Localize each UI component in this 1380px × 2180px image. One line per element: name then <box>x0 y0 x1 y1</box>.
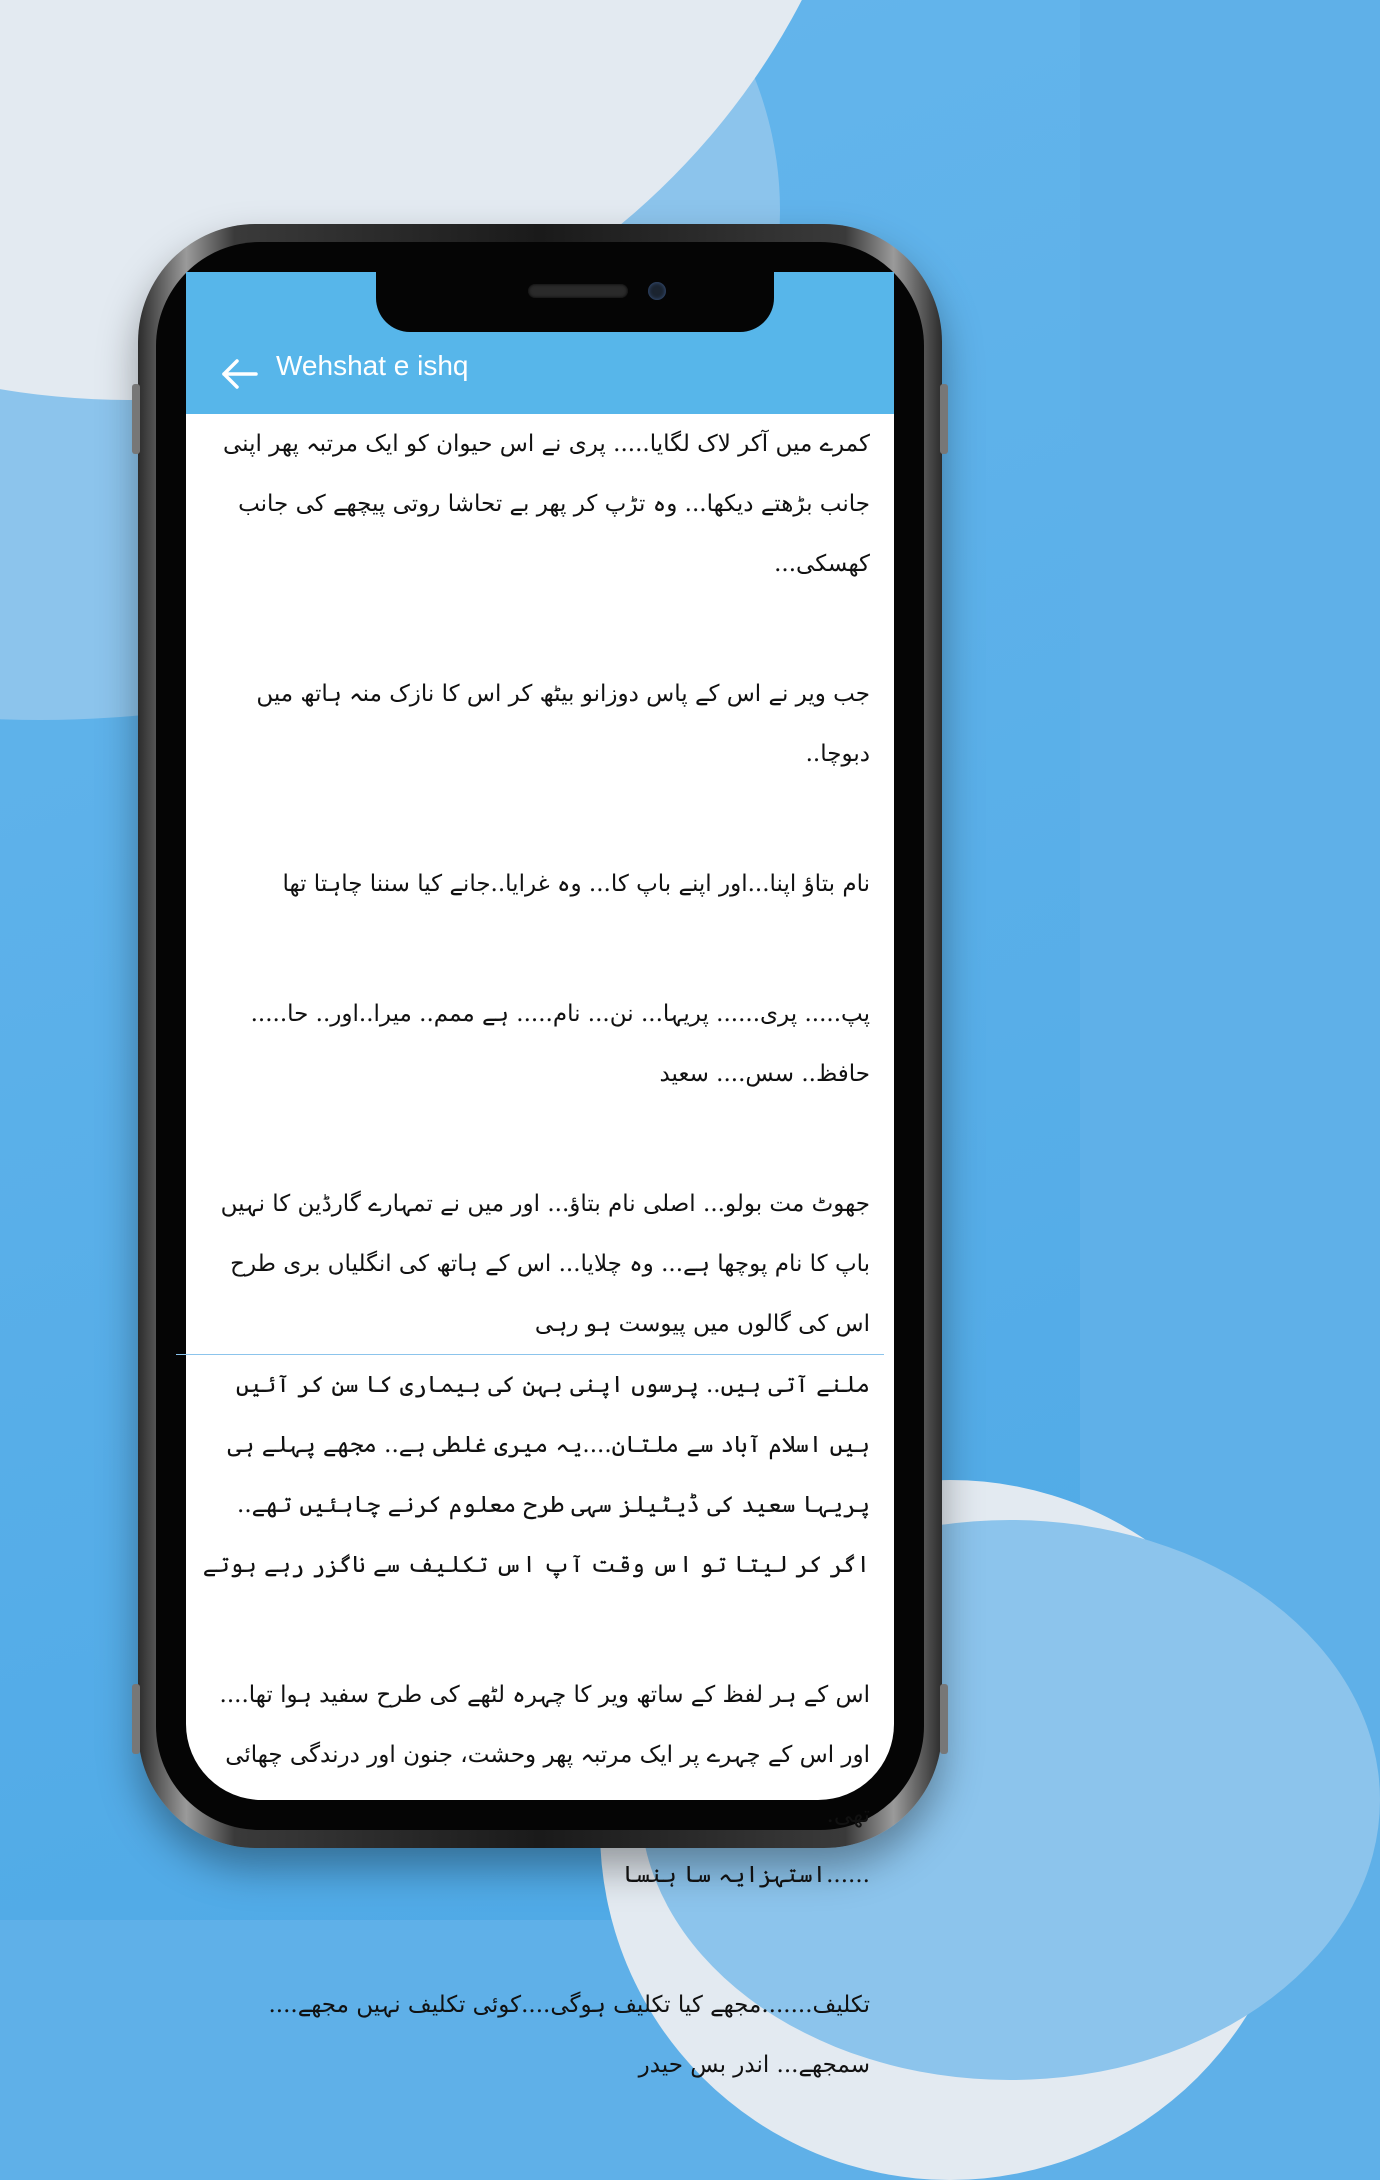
phone-side-button <box>940 1684 948 1754</box>
paragraph: جھوٹ مت بولو... اصلی نام بتاؤ... اور میں نے تمہارے گارڈین کا نہیں باپ کا نام پوچھا ہے... وہ چلایا... اس کے ہاتھ کی انگلیاں بری طرح اس کی گالوں میں پیوست ہو رہی <box>220 1191 870 1337</box>
paragraph: ......استہزایہ سا ہنسا <box>622 1862 870 1888</box>
paragraph-gap <box>200 1905 870 1975</box>
page-title: Wehshat e ishq <box>276 350 469 381</box>
paragraph: پپ..... پری...... پریہا... نن... نام..... ہے ممم.. میرا..اور.. حا..... حافظ.. سس.... سعید <box>250 1001 870 1087</box>
story-text[interactable] <box>186 414 894 2078</box>
paragraph: نام بتاؤ اپنا...اور اپنے باپ کا... وہ غرایا..جانے کیا سننا چاہتا تھا <box>282 871 870 897</box>
phone-screen <box>186 272 894 2078</box>
paragraph: جب ویر نے اس کے پاس دوزانو بیٹھ کر اس کا نازک منہ ہاتھ میں دبوچا.. <box>256 681 870 767</box>
paragraph: ملنے آتی ہیں.. پرسوں اپنی بہن کی بیماری کا سن کر آئیں ہیں اسلام آباد سے ملتان....یہ میری غلطی ہے.. مجھے پہلے ہی پریہا سعید کی ڈیٹیلز سہی طرح معلوم کرنے چاہئیں تھے.. اگر کر لیتا تو اس وقت آپ اس تکلیف سے ناگزر رہے ہوتے <box>202 1372 870 1578</box>
paragraph-gap <box>200 594 870 664</box>
paragraph: تکلیف.......مجھے کیا تکلیف ہوگی....کوئی تکلیف نہیں مجھے.... سمجھے... اندر بس حیدر <box>268 1992 870 2078</box>
phone-side-button <box>132 384 140 454</box>
front-camera <box>648 282 666 300</box>
phone-mockup <box>138 224 942 2078</box>
paragraph-gap <box>200 914 870 984</box>
phone-notch <box>376 272 774 332</box>
paragraph: اس کے ہر لفظ کے ساتھ ویر کا چہرہ لٹھے کی طرح سفید ہوا تھا.... اور اس کے چہرے پر ایک مرتبہ پھر وحشت، جنون اور درندگی چھائی تھی. <box>219 1682 870 1828</box>
phone-side-button <box>940 384 948 454</box>
paragraph-gap <box>200 1595 870 1665</box>
paragraph-gap <box>200 784 870 854</box>
paragraph: کمرے میں آکر لاک لگایا..... پری نے اس حیوان کو ایک مرتبہ پھر اپنی جانب بڑھتے دیکھا... وہ تڑپ کر پھر بے تحاشا روتی پیچھے کی جانب کھسکی... <box>222 431 870 577</box>
speaker-grille <box>528 284 628 298</box>
back-arrow-icon[interactable] <box>220 358 260 390</box>
paragraph-gap <box>200 1104 870 1174</box>
phone-side-button <box>132 1684 140 1754</box>
